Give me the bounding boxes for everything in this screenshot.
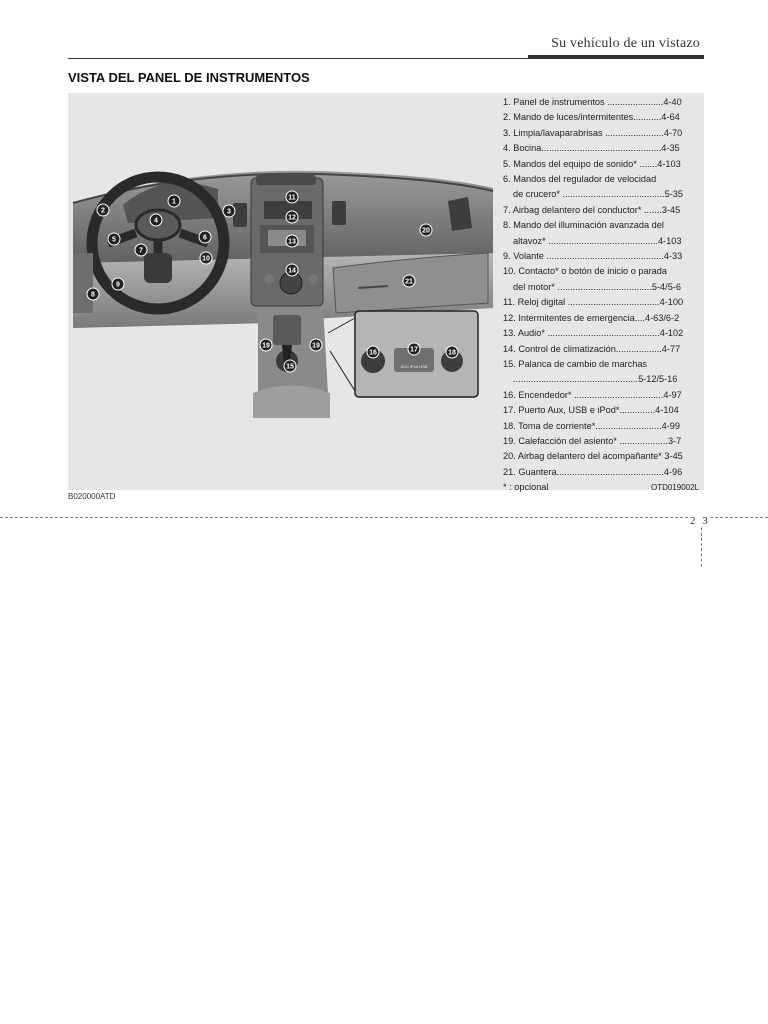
svg-text:9: 9 (116, 281, 120, 289)
legend-item: 3. Limpia/lavaparabrisas .......................4-70 (503, 127, 683, 138)
optional-note: * : opcional (503, 482, 549, 493)
callout-15 (284, 360, 296, 372)
callout-21 (403, 275, 415, 287)
legend-item: 12. Intermitentes de emergencia....4-63/6-2 (503, 312, 680, 323)
callout-4 (150, 214, 162, 226)
callout-9 (112, 278, 124, 290)
svg-text:8: 8 (91, 291, 95, 299)
callout-19-left (260, 339, 272, 351)
section-title: VISTA DEL PANEL DE INSTRUMENTOS (68, 70, 310, 85)
legend-item: 2. Mando de luces/intermitentes...........4-64 (503, 112, 680, 123)
header-title: Su vehículo de un vistazo (551, 36, 700, 51)
svg-text:7: 7 (139, 247, 143, 255)
svg-text:17: 17 (410, 346, 418, 354)
legend-item: 14. Control de climatización..................4-77 (503, 343, 681, 354)
legend-item: 4. Bocina...............................................4-35 (503, 143, 680, 154)
svg-text:2: 2 (101, 207, 105, 215)
svg-text:6: 6 (203, 234, 207, 242)
callout-6 (199, 231, 211, 243)
legend-list (503, 95, 699, 496)
page-number: 2 3 (690, 515, 710, 527)
svg-text:15: 15 (286, 363, 294, 371)
port-labels: AUX iPod USB (400, 364, 428, 369)
callout-3 (223, 205, 235, 217)
svg-text:18: 18 (448, 349, 456, 357)
figure-code: OTD019002L (650, 483, 699, 493)
legend-footer (503, 480, 699, 495)
legend-item: 16. Encendedor* ...................................4-97 (503, 389, 682, 400)
legend-item: 18. Toma de corriente*..........................4-99 (503, 420, 681, 431)
callout-18 (446, 346, 458, 358)
callout-20 (420, 224, 432, 236)
legend-item: 9. Volante ..............................................4-33 (503, 251, 683, 262)
legend-item: 15. Palanca de cambio de marchas .................................................5-12/5-16 (503, 358, 678, 385)
legend-item: 19. Calefacción del asiento* ...................3-7 (503, 435, 682, 446)
callout-19-right (310, 339, 322, 351)
page-divider (0, 517, 768, 518)
svg-text:1: 1 (172, 198, 176, 206)
legend-item: 21. Guantera..........................................4-96 (503, 466, 683, 477)
callout-8 (87, 288, 99, 300)
svg-text:13: 13 (288, 238, 296, 246)
callout-5 (108, 233, 120, 245)
figure-panel (68, 93, 704, 493)
svg-text:10: 10 (202, 255, 210, 263)
legend-item: 1. Panel de instrumentos ......................4-40 (503, 97, 682, 107)
svg-text:11: 11 (288, 194, 296, 202)
legend-item: 13. Audio* ............................................4-102 (503, 328, 684, 339)
callout-17 (408, 343, 420, 355)
legend-item: 11. Reloj digital ....................................4-100 (503, 297, 684, 308)
svg-text:4: 4 (154, 217, 158, 225)
callout-12 (286, 211, 298, 223)
header-rule-accent (528, 55, 704, 59)
callout-13 (286, 235, 298, 247)
svg-text:21: 21 (405, 278, 413, 286)
legend-item: 17. Puerto Aux, USB e iPod*..............4-104 (503, 405, 679, 416)
svg-text:14: 14 (288, 267, 296, 275)
legend-item: 20. Airbag delantero del acompañante* 3-45 (503, 451, 683, 462)
callout-14 (286, 264, 298, 276)
callout-10 (200, 252, 212, 264)
callout-7 (135, 244, 147, 256)
svg-text:3: 3 (227, 208, 231, 216)
callout-2 (97, 204, 109, 216)
svg-text:20: 20 (422, 227, 430, 235)
svg-text:19: 19 (312, 342, 320, 350)
legend-item: 7. Airbag delantero del conductor* .......3-45 (503, 204, 681, 215)
dashboard-illustration (68, 93, 498, 490)
legend-item: 6. Mandos del regulador de velocidad de crucero* ........................................5-35 (503, 174, 684, 200)
svg-text:5: 5 (112, 236, 116, 244)
callout-16 (367, 346, 379, 358)
svg-text:12: 12 (288, 214, 296, 222)
legend-item: 5. Mandos del equipo de sonido* .......4-103 (503, 158, 681, 169)
svg-text:16: 16 (369, 349, 377, 357)
legend-item: 8. Mando del illuminación avanzada del altavoz* ...........................................4-103 (503, 220, 682, 246)
callout-11 (286, 191, 298, 203)
callout-1 (168, 195, 180, 207)
legend-item: 10. Contacto* o botón de inicio o parada del motor* .....................................5-4/5-6 (503, 266, 681, 292)
svg-text:19: 19 (262, 342, 270, 350)
figure-caption-code: B020000ATD (68, 492, 116, 501)
